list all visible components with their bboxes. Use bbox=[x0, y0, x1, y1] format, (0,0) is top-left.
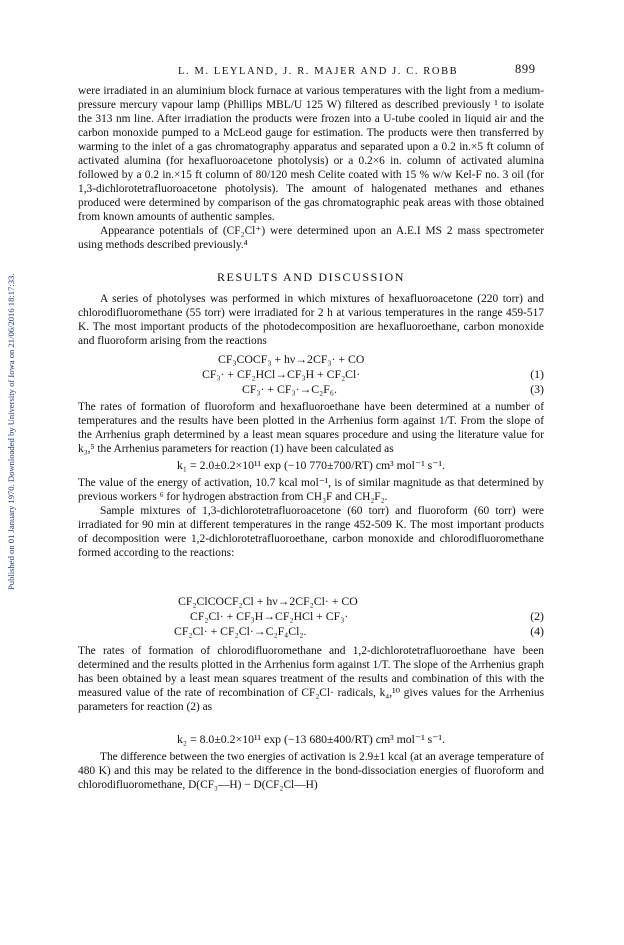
rate-expression-k2: k₂ = 8.0±0.2×10¹¹ exp (−13 680±400/RT) cm³ mol⁻¹ s⁻¹. bbox=[177, 732, 445, 746]
rate-expression-k1: k₁ = 2.0±0.2×10¹¹ exp (−10 770±700/RT) cm³ mol⁻¹ s⁻¹. bbox=[177, 458, 445, 472]
results-text bbox=[78, 292, 544, 348]
paragraph-rates-1: The rates of formation of fluoroform and hexafluoroethane have been determined at a number of temperatures and the results have been plotted in the Arrhenius form against 1/T. From the slope of the Arrhenius graph determined by a least mean squares procedure and using the literature value for k₃,⁵ the Arrhenius parameters for reaction (1) have been calculated as bbox=[78, 401, 544, 455]
reaction-number: (4) bbox=[530, 624, 544, 638]
reaction-line bbox=[78, 367, 544, 382]
running-header-authors: L. M. LEYLAND, J. R. MAJER AND J. C. ROBB bbox=[178, 66, 459, 77]
reaction-text: CF₂ClCOCF₂Cl + hν→2CF₂Cl· + CO bbox=[178, 594, 358, 608]
publication-sidenote: Published on 01 January 1970. Downloaded by University of Iowa on 21/06/2016 18:17:33. bbox=[6, 273, 16, 590]
reaction-number: (1) bbox=[530, 367, 544, 381]
reaction-number: (2) bbox=[530, 609, 544, 623]
reaction-text: CF₂Cl· + CF₃H→CF₂HCl + CF₃· bbox=[190, 609, 349, 623]
reaction-set-1 bbox=[78, 352, 544, 397]
paragraph-rates-2: The rates of formation of chlorodifluoromethane and 1,2-dichlorotetrafluoroethane have been determined and the results plotted in the Arrhenius form against 1/T. The slope of the Arrhenius graph has been obtained by a least mean squares treatment of the results and combination of this with the measured value of the rate of recombination of CF₂Cl· radicals, k₄,¹⁰ gives values for the Arrhenius parameters for reaction (2) as bbox=[78, 645, 544, 713]
reaction-text: CF₃· + CF₃·→C₂F₆. bbox=[242, 382, 337, 396]
reaction-text: CF₃COCF₃ + hν→2CF₃· + CO bbox=[218, 352, 365, 366]
paragraph-difference: The difference between the two energies of activation is 2.9±1 kcal (at an average temperature of 480 K) and this may be related to the difference in the bond-dissociation energies of fluoroform and chlorodifluoromethane, D(CF₃—H) − D(CF₂Cl—H) bbox=[78, 751, 544, 791]
reaction-line bbox=[78, 609, 544, 624]
paragraph-sample: Sample mixtures of 1,3-dichlorotetrafluoroacetone (60 torr) and fluoroform (60 torr) were irradiated for 90 min at different temperatures in the range 452-509 K. The most important products of decomposition were 1,2-dichlorotetrafluoroethane, carbon monoxide and chlorodifluoromethane formed according to the reactions: bbox=[78, 505, 544, 559]
reaction-line bbox=[78, 594, 544, 609]
methods-text bbox=[78, 84, 544, 252]
reaction-text: CF₂Cl· + CF₂Cl·→C₂F₄Cl₂. bbox=[174, 624, 307, 638]
appearance-paragraph: Appearance potentials of (CF₂Cl⁺) were determined upon an A.E.I MS 2 mass spectrometer using methods described previously.⁴ bbox=[78, 225, 544, 251]
page-number: 899 bbox=[515, 62, 536, 76]
reaction-line bbox=[78, 624, 544, 639]
section-heading: RESULTS AND DISCUSSION bbox=[216, 270, 406, 284]
intro-paragraph: were irradiated in an aluminium block furnace at various temperatures with the light from a medium-pressure mercury vapour lamp (Phillips MBL/U 125 W) filtered as described previously ¹ to isolate the 313 nm line. After irradiation the products were frozen into a U-tube cooled in liquid air and the carbon monoxide pumped to a McLeod gauge for estimation. The products were then transferred by warming to the inlet of a gas chromatography apparatus and separated upon a 0.2 in.×5 ft column of activated alumina (for hexafluoroacetone photolysis) or a 0.2×6 in. column of activated alumina followed by a 0.2 in.×15 ft column of 80/120 mesh Celite coated with 15 % w/w Kel-F no. 3 oil (for 1,3-dichlorotetrafluoroacetone photolysis). The amount of halogenated methanes and ethanes produced were determined by comparison of the gas chromatographic peak areas with those obtained from known amounts of authentic samples. bbox=[78, 85, 544, 223]
reaction-set-2 bbox=[78, 594, 544, 639]
paragraph-activation: The value of the energy of activation, 10.7 kcal mol⁻¹, is of similar magnitude as that determined by previous workers ⁶ for hydrogen abstraction from CH₃F and CH₂F₂. bbox=[78, 477, 544, 503]
reaction-line bbox=[78, 382, 544, 397]
reaction-text: CF₃· + CF₂HCl→CF₃H + CF₂Cl· bbox=[202, 367, 361, 381]
reaction-line bbox=[78, 352, 544, 367]
reaction-number: (3) bbox=[530, 382, 544, 396]
paragraph-photolyses: A series of photolyses was performed in which mixtures of hexafluoroacetone (220 torr) and chlorodifluoromethane (55 torr) were irradiated for 2 h at various temperatures in the range 459-517 K. The most important products of the photodecomposition are hexafluoroethane, carbon monoxide and fluoroform arising from the reactions bbox=[78, 293, 544, 347]
